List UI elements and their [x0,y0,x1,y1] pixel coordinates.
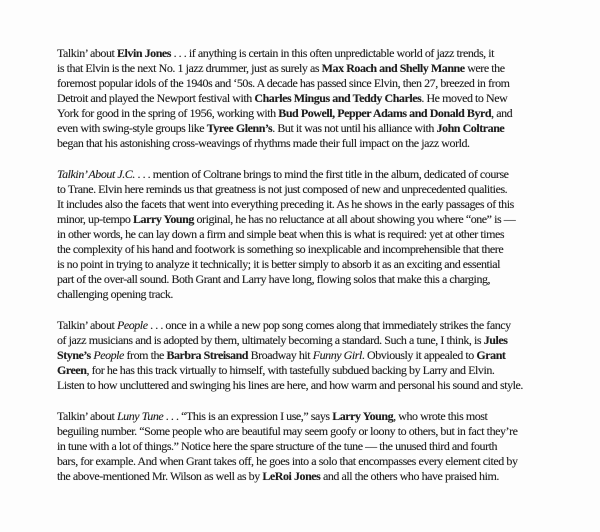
text-segment: to Trane. Elvin here reminds us that greatness is not just composed of new and unprecedented qualities. [57,182,508,196]
text-line [57,212,577,227]
text-line [57,348,577,363]
text-line [57,121,577,136]
text-segment: Broadway hit [248,348,313,362]
italic-text: Funny Girl [312,348,362,362]
bold-text: Bud Powell, Pepper Adams and Donald Byrd [278,106,492,120]
paragraph [57,409,577,484]
text-line [57,197,577,212]
text-line [57,424,577,439]
text-segment: the complexity of his hand and footwork is something so inexplicable and incomprehensible that there [57,242,504,256]
italic-text: Luny Tune [116,409,164,423]
italic-text: People [93,348,124,362]
text-segment: . . . once in a while a new pop song comes along that immediately strikes the fancy [147,318,511,332]
text-line [57,76,577,91]
bold-text: Charles Mingus and Teddy Charles [254,91,422,105]
text-segment: foremost popular idols of the 1940s and ‘50s. A decade has passed since Elvin, then 27, breezed in from [57,76,510,90]
text-segment: York for good in the spring of 1956, working with [57,106,279,120]
text-segment: original, he has no reluctance at all about showing you where “one” is — [193,212,516,226]
italic-text: People [116,318,148,332]
text-segment: Detroit and played the Newport festival with [57,91,255,105]
text-segment: bars, for example. And when Grant takes off, he goes into a solo that encompasses every element cited by [57,454,518,468]
bold-text: Jules [483,333,508,347]
text-segment: from the [123,348,167,362]
bold-text: Max Roach and Shelly Manne [321,61,465,75]
text-segment: . . . if anything is certain in this often unpredictable world of jazz trends, it [171,46,495,60]
text-segment: . . . mention of Coltrane brings to mind the first title in the album, dedicated of course [134,167,509,181]
text-segment: . Obviously it appealed to [361,348,477,362]
text-segment: is that Elvin is the next No. 1 jazz drummer, just as surely as [57,61,322,75]
text-line [57,182,577,197]
text-line [57,46,577,61]
text-line [57,106,577,121]
text-line [57,333,577,348]
text-line [57,242,577,257]
text-segment: , who wrote this most [393,409,488,423]
paragraph [57,46,577,151]
bold-text: Green [57,363,87,377]
text-line [57,439,577,454]
text-line [57,272,577,287]
text-segment: , and [491,106,513,120]
text-segment: minor, up-tempo [57,212,133,226]
text-segment: Talkin’ about [57,318,117,332]
text-line [57,378,577,393]
text-segment: . . . “This is an expression I use,” says [163,409,333,423]
bold-text: Tyree Glenn’s [206,121,273,135]
text-line [57,257,577,272]
bold-text: Grant [476,348,506,362]
text-segment: part of the over-all sound. Both Grant and Larry have long, flowing solos that make this a charging, [57,272,491,286]
text-segment: of jazz musicians and is adopted by them, ultimately becoming a standard. Such a tune, I think, is [57,333,484,347]
text-segment: . But it was not until his alliance with [272,121,437,135]
bold-text: Larry Young [332,409,394,423]
text-segment: beguiling number. “Some people who are beautiful may seem goofy or loony to others, but in fact they’re [57,424,518,438]
bold-text: John Coltrane [436,121,505,135]
text-segment: even with swing-style groups like [57,121,207,135]
text-segment: the above-mentioned Mr. Wilson as well as by [57,469,263,483]
paragraph [57,167,577,302]
bold-text: LeRoi Jones [262,469,321,483]
bold-text: Larry Young [132,212,194,226]
text-line [57,227,577,242]
text-segment: were the [464,61,505,75]
text-segment: began that his astonishing cross-weavings of rhythms made their full impact on the jazz world. [57,136,470,150]
text-segment: Listen to how uncluttered and swinging his lines are here, and how warm and personal his sound and style. [57,378,523,392]
text-line [57,287,577,302]
text-line [57,409,577,424]
bold-text: Elvin Jones [116,46,172,60]
text-line [57,91,577,106]
text-line [57,167,577,182]
liner-notes [57,46,577,500]
text-segment: , for he has this track virtually to himself, with tastefully subdued backing by Larry and Elvin. [86,363,495,377]
text-segment: in tune with a lot of things.” Notice here the spare structure of the tune — the unused third and fourth [57,439,498,453]
text-line [57,61,577,76]
text-segment: and all the others who have praised him. [320,469,499,483]
italic-text: Talkin’ About J.C. [57,167,135,181]
text-segment: . He moved to New [421,91,508,105]
bold-text: Barbra Streisand [166,348,249,362]
text-segment: Talkin’ about [57,46,117,60]
text-segment: challenging opening track. [57,287,173,301]
text-segment: in other words, he can lay down a firm and simple beat when this is what is required: yet at other times [57,227,505,241]
text-line [57,454,577,469]
text-line [57,469,577,484]
text-segment: It includes also the facets that went into everything preceding it. As he shows in the early passages of this [57,197,514,211]
paragraph [57,318,577,393]
text-segment: is no point in trying to analyze it technically; it is better simply to absorb it as an exciting and essential [57,257,501,271]
text-line [57,136,577,151]
text-segment: Talkin’ about [57,409,117,423]
text-line [57,363,577,378]
text-line [57,318,577,333]
bold-text: Styne’s [57,348,91,362]
